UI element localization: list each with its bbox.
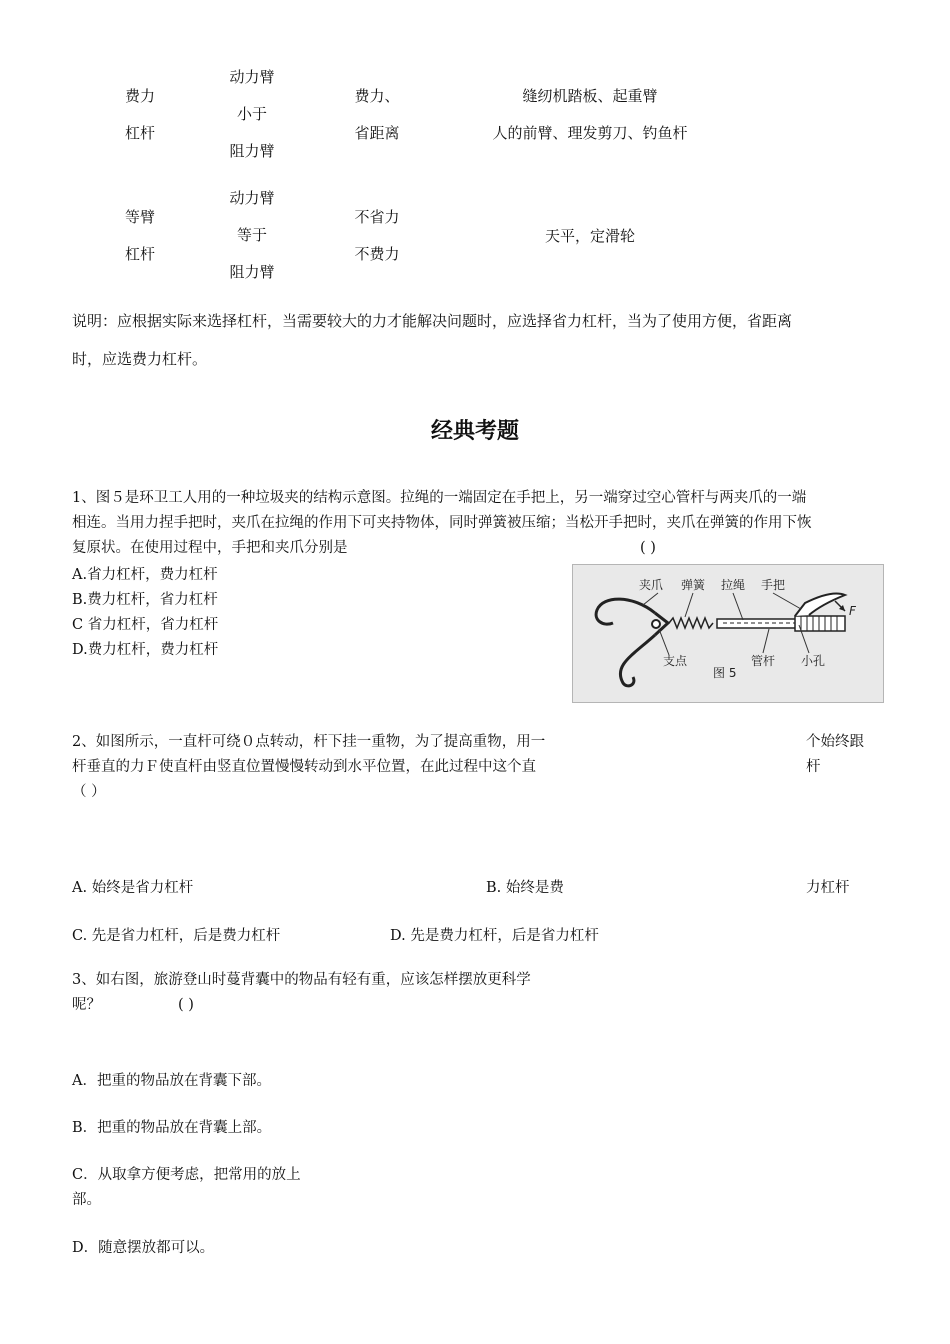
note-line-2: 时，应选费力杠杆。: [72, 350, 208, 368]
pivot-point: [652, 620, 660, 628]
figure-caption: 图 5: [713, 666, 737, 680]
q2-line-tails: [806, 730, 864, 780]
q3-option-d: D．随意摆放都可以。: [72, 1240, 215, 1256]
q2-line-2: 杆垂直的力Ｆ使直杆由竖直位置慢慢转动到水平位置，在此过程中这个直: [72, 759, 536, 775]
q1-option-a: A.省力杠杆，费力杠杆: [72, 567, 218, 583]
label-spring: 弹簧: [681, 578, 706, 592]
row1-arm: 动力臂 小于 阻力臂: [229, 68, 275, 160]
label-handle: 手把: [761, 578, 786, 592]
q3-option-a: A．把重的物品放在背囊下部。: [72, 1073, 271, 1089]
q2-option-d: D. 先是费力杠杆，后是省力杠杆: [390, 928, 599, 944]
clamp-jaws: [596, 599, 668, 686]
q2-option-b-tail: 力杠杆: [806, 880, 850, 896]
q1-option-b: B.费力杠杆，省力杠杆: [72, 592, 218, 608]
question-1: [72, 486, 812, 561]
q3-answer-bracket: ( ): [178, 997, 194, 1013]
q2-option-a: A. 始终是省力杠杆: [72, 880, 194, 896]
q2-line-2-tail: 杆: [806, 759, 821, 775]
row2-feature: 不省力 不费力: [354, 208, 400, 263]
q3-line-1: 3、如右图，旅游登山时蔓背囊中的物品有轻有重，应该怎样摆放更科学: [72, 972, 531, 988]
q3-option-b: B．把重的物品放在背囊上部。: [72, 1120, 272, 1136]
note-line-1: 说明：应根据实际来选择杠杆，当需要较大的力才能解决问题时，应选择省力杠杆，当为了使用方便，省距离: [72, 312, 793, 330]
q1-line-1: 1、图５是环卫工人用的一种垃圾夹的结构示意图。拉绳的一端固定在手把上，另一端穿过空心管杆与两夹爪的一端: [72, 490, 807, 506]
row2-arm: 动力臂 等于 阻力臂: [229, 189, 275, 281]
label-pull-rope: 拉绳: [721, 578, 746, 592]
handle-lever: [795, 593, 845, 616]
label-small-hole: 小孔: [801, 654, 826, 668]
note-paragraph: [72, 302, 792, 378]
q2-option-c: C. 先是省力杠杆，后是费力杠杆: [72, 928, 281, 944]
label-pivot: 支点: [663, 654, 688, 668]
q1-option-c: C 省力杠杆，省力杠杆: [72, 617, 219, 633]
q2-line-1: 2、如图所示，一直杆可绕０点转动，杆下挂一重物，为了提高重物，用一: [72, 734, 546, 750]
figure-5-trash-clamp: [572, 564, 884, 703]
q1-line-2: 相连。当用力捏手把时，夹爪在拉绳的作用下可夹持物体，同时弹簧被压缩；当松开手把时，夹爪在弹簧的作用下恢: [72, 515, 812, 531]
label-tube: 管杆: [751, 654, 776, 668]
q3-option-c-line-1: C．从取拿方便考虑，把常用的放上: [72, 1167, 301, 1183]
question-3: [72, 968, 531, 1018]
row1-type: 费力 杠杆: [124, 87, 155, 142]
q1-line-3: 复原状。在使用过程中，手把和夹爪分别是: [72, 540, 348, 556]
row2-examples: 天平，定滑轮: [544, 227, 635, 245]
q2-option-b: B. 始终是费: [486, 880, 564, 896]
q2-line-3: （ ）: [72, 784, 106, 800]
question-2: [72, 730, 545, 805]
q1-answer-bracket: ( ): [640, 540, 656, 556]
row2-type: 等臂 杠杆: [124, 208, 155, 263]
spring: [669, 618, 713, 628]
label-jaw: 夹爪: [639, 578, 664, 592]
section-title: 经典考题: [430, 419, 519, 444]
q3-option-c-line-2: 部。: [72, 1192, 101, 1208]
q1-option-d: D.费力杠杆，费力杠杆: [72, 642, 219, 658]
row1-feature: 费力、 省距离: [354, 87, 400, 142]
row1-examples: 缝纫机踏板、起重臂 人的前臂、理发剪刀、钓鱼杆: [492, 87, 688, 142]
q3-line-2: 呢？: [72, 997, 101, 1013]
q2-line-1-tail: 个始终跟: [806, 734, 864, 750]
label-force: F: [849, 604, 856, 618]
